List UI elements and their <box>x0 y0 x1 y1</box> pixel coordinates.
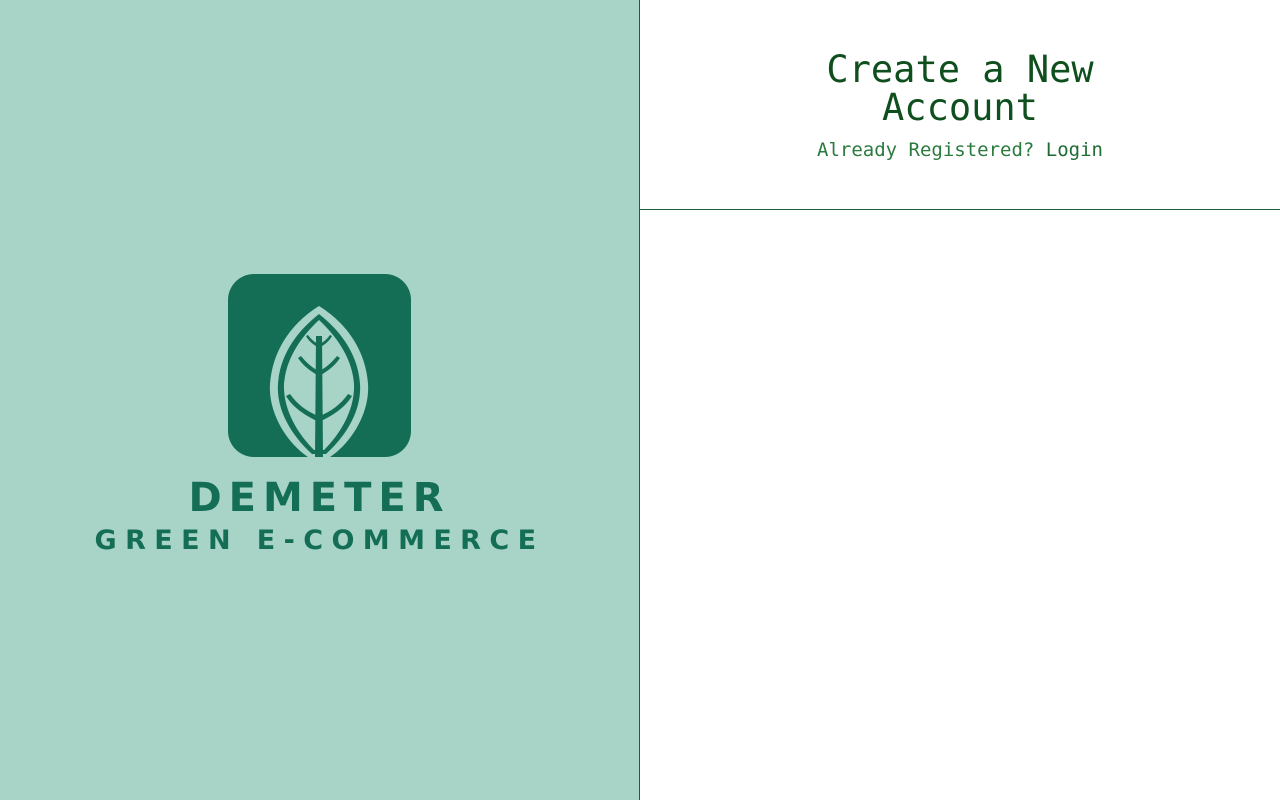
register-panel <box>640 0 1280 800</box>
brand-tagline: GREEN E-COMMERCE <box>94 525 545 556</box>
leaf-logo-icon <box>228 274 411 457</box>
page-title: Create a New Account <box>826 48 1094 129</box>
login-prompt <box>640 138 1280 162</box>
login-link[interactable]: Login <box>1045 139 1103 161</box>
logo <box>0 0 639 800</box>
register-header <box>640 0 1280 210</box>
brand-name: DEMETER <box>188 475 451 521</box>
already-registered-text: Already Registered? <box>817 139 1035 161</box>
